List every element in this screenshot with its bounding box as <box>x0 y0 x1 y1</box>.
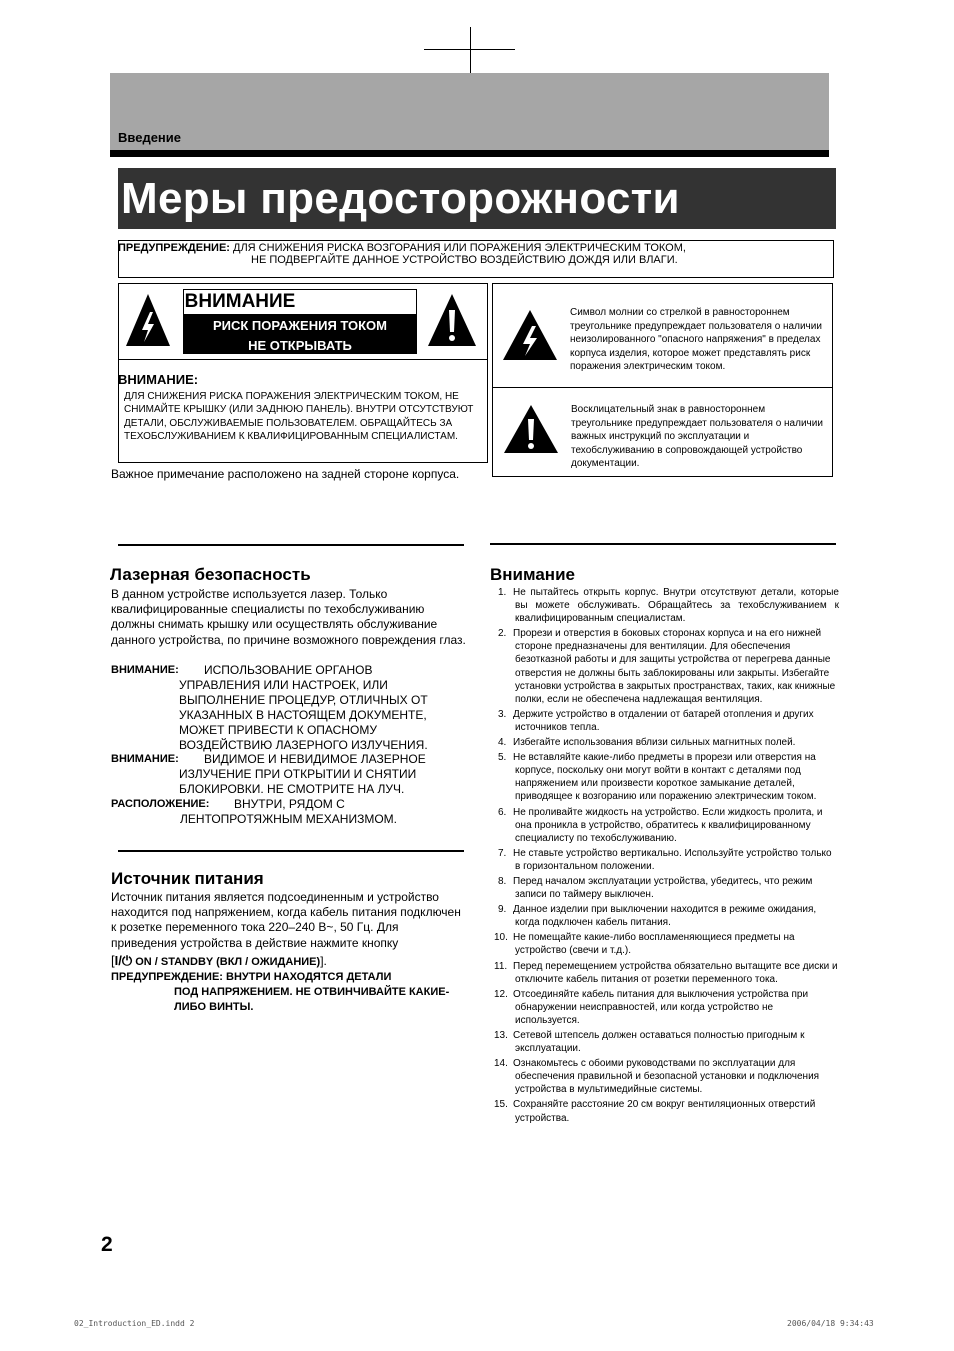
attention-section-rule <box>490 543 836 545</box>
list-item-number: 1. <box>498 587 507 598</box>
list-item-number: 15. <box>494 1099 508 1111</box>
laser-intro: В данном устройстве используется лазер. Только квалифицированные специалисты по техобслуживанию должны снимать крышку или осуществлять обслуживание данного устройства, по причине возможного повреждения глаз. <box>111 587 466 647</box>
list-item <box>494 960 839 986</box>
list-item <box>494 806 839 845</box>
power-bracket-close: ]. <box>320 954 327 968</box>
power-intro: Источник питания является подсоединенным и устройство находится под напряжением, когда кабель питания подключен к розетке переменного тока 220–240 В~, 50 Гц. Для приведения устройства в действие нажмите кнопку <box>111 890 461 950</box>
laser-caution2-first: ВИДИМОЕ И НЕВИДИМОЕ ЛАЗЕРНОЕ <box>204 752 426 766</box>
header-band <box>110 73 829 151</box>
list-item <box>494 586 839 625</box>
list-item <box>494 988 839 1027</box>
footer-timestamp: 2006/04/18 9:34:43 <box>787 1319 874 1328</box>
warning-label: ПРЕДУПРЕЖДЕНИЕ: <box>118 242 230 254</box>
lightning-warning-icon <box>501 308 559 362</box>
list-item-number: 10. <box>494 932 508 944</box>
caution-do-not-open: НЕ ОТКРЫВАТЬ <box>248 338 352 353</box>
list-item <box>494 1098 839 1124</box>
exclamation-symbol-text: Восклицательный знак в равностороннем треугольнике предупреждает пользователя о наличии важных инструкций по эксплуатации и техобслуживанию в сопровождающей устройство документации. <box>571 404 823 470</box>
exclamation-warning-icon <box>502 403 560 455</box>
power-title: Источник питания <box>111 869 264 888</box>
footer-file: 02_Introduction_ED.indd 2 <box>74 1319 195 1328</box>
list-item <box>494 708 839 734</box>
list-item-text: Сохраняйте расстояние 20 см вокруг вентиляционных отверстий устройства. <box>513 1099 816 1124</box>
list-item-text: Не ставьте устройство вертикально. Используйте устройство только в горизонтальном положении. <box>513 847 832 872</box>
laser-caution1-first: ИСПОЛЬЗОВАНИЕ ОРГАНОВ <box>204 663 373 677</box>
power-warning-first: ПРЕДУПРЕЖДЕНИЕ: ВНУТРИ НАХОДЯТСЯ ДЕТАЛИ <box>111 971 392 983</box>
list-item-text: Прорези и отверстия в боковых сторонах корпуса и на его нижней стороне предназначены для вентиляции. Для обеспечения безотказной работы и для защиты устройства от перегрева данные отверстия не должны быть заблокированы или закрыты. Избегайте установки устройства в закрытых пространствах, таких, как книжные полки, если не обеспечена надлежащая вентиляция. <box>513 628 836 705</box>
list-item-number: 9. <box>498 904 507 916</box>
list-item-text: Держите устройство в отдалении от батарей отопления и других источников тепла. <box>513 708 814 733</box>
attention-list <box>494 586 839 1127</box>
list-item-text: Не проливайте жидкость на устройство. Если жидкость пролита, и она проникла в устройство, обратитесь к квалифицированному специалисту по техобслуживанию. <box>513 806 823 844</box>
attention-title: Внимание <box>490 565 575 584</box>
list-item-number: 14. <box>494 1058 508 1070</box>
list-item-number: 8. <box>498 875 507 887</box>
power-button-label: ON / STANDBY (ВКЛ / ОЖИДАНИЕ) <box>135 956 321 968</box>
laser-caution2-rest: ИЗЛУЧЕНИЕ ПРИ ОТКРЫТИИ И СНЯТИИ БЛОКИРОВКИ. НЕ СМОТРИТЕ НА ЛУЧ. <box>179 767 417 796</box>
laser-location-label: РАСПОЛОЖЕНИЕ: <box>111 798 210 810</box>
list-item <box>494 903 839 929</box>
list-item-number: 2. <box>498 628 507 640</box>
caution-title: ВНИМАНИЕ <box>184 291 296 312</box>
list-item-text: Ознакомьтесь с обоими руководствами по эксплуатации для обеспечения правильной и безопасной установки и подключения устройства в мультимедийные системы. <box>513 1058 820 1096</box>
list-item-text: Данное изделии при выключении находится в режиме ожидания, когда подключен кабель питания. <box>513 904 817 929</box>
list-item-text: Избегайте использования вблизи сильных магнитных полей. <box>513 737 796 749</box>
list-item-text: Перед началом эксплуатации устройства, убедитесь, что режим записи по таймеру выключен. <box>513 875 813 901</box>
list-item <box>494 751 839 803</box>
list-item-text: Перед перемещением устройства обязательно вытащите все диски и отключите кабель питания от розетки переменного тока. <box>513 960 838 985</box>
list-item <box>494 847 839 873</box>
exclamation-warning-icon <box>426 292 478 350</box>
list-item-text: Сетевой штепсель должен оставаться полностью пригодным к эксплуатации. <box>513 1030 805 1055</box>
list-item-number: 11. <box>494 960 508 972</box>
list-item-number: 3. <box>498 708 507 720</box>
laser-title: Лазерная безопасность <box>110 565 311 584</box>
power-bracket-open: [ <box>111 953 115 968</box>
list-item-number: 5. <box>498 752 507 764</box>
warning-text-1: ДЛЯ СНИЖЕНИЯ РИСКА ВОЗГОРАНИЯ ИЛИ ПОРАЖЕНИЯ ЭЛЕКТРИЧЕСКИМ ТОКОМ, <box>233 242 686 254</box>
list-item-text: Не помещайте какие-либо воспламеняющиеся предметы на устройство (свечи и т.д.). <box>513 932 795 957</box>
header-rule <box>110 150 829 157</box>
caution-heading: ВНИМАНИЕ: <box>118 372 199 387</box>
laser-caution1-rest: УПРАВЛЕНИЯ ИЛИ НАСТРОЕК, ИЛИ ВЫПОЛНЕНИЕ ПРОЦЕДУР, ОТЛИЧНЫХ ОТ УКАЗАННЫХ В НАСТОЯЩЕМ ДОКУМЕНТЕ, МОЖЕТ ПРИВЕСТИ К ОПАСНОМУ ВОЗДЕЙСТВИЮ ЛАЗЕРНОГО ИЗЛУЧЕНИЯ. <box>179 678 428 752</box>
power-button-symbol: I/⏻ <box>114 953 133 968</box>
power-button-line <box>111 953 327 969</box>
list-item <box>494 1057 839 1096</box>
laser-location-rest: ЛЕНТОПРОТЯЖНЫМ МЕХАНИЗМОМ. <box>180 812 398 826</box>
list-item-number: 6. <box>498 806 507 818</box>
crop-mark-vertical <box>470 27 471 73</box>
laser-location-first: ВНУТРИ, РЯДОМ С <box>234 797 345 811</box>
caution-shock-risk: РИСК ПОРАЖЕНИЯ ТОКОМ <box>212 318 388 333</box>
laser-caution2-label: ВНИМАНИЕ: <box>111 753 179 765</box>
list-item <box>494 931 839 957</box>
lightning-warning-icon <box>124 292 172 350</box>
symbols-divider <box>492 387 833 388</box>
page-title: Меры предосторожности <box>121 174 680 223</box>
list-item-text: Отсоединяйте кабель питания для выключения устройства при обнаружении неисправностей, или когда устройство не используется. <box>513 988 809 1026</box>
list-item <box>494 875 839 901</box>
rear-note: Важное примечание расположено на задней стороне корпуса. <box>111 467 460 481</box>
laser-caution1-label: ВНИМАНИЕ: <box>111 664 179 676</box>
list-item-number: 12. <box>494 988 508 1000</box>
page-number: 2 <box>101 1233 113 1256</box>
power-section-rule <box>118 850 464 852</box>
list-item-text: Не вставляйте какие-либо предметы в прорези или отверстия на корпусе, поскольку они могут войти в контакт с деталями под напряжением или произвести короткое замыкание деталей, приводящее к возгоранию или поражению электрическим током. <box>513 752 817 803</box>
section-label: Введение <box>118 130 181 145</box>
list-item <box>494 736 839 749</box>
warning-line-1 <box>118 242 686 254</box>
list-item-text: Не пытайтесь открыть корпус. Внутри отсутствуют детали, которые вы можете обслуживать. Обращайтесь за техобслуживанием к квалифицированным специалистам. <box>513 587 839 625</box>
caution-body: ДЛЯ СНИЖЕНИЯ РИСКА ПОРАЖЕНИЯ ЭЛЕКТРИЧЕСКИМ ТОКОМ, НЕ СНИМАЙТЕ КРЫШКУ (ИЛИ ЗАДНЮЮ ПАНЕЛЬ). ВНУТРИ ОТСУТСТВУЮТ ДЕТАЛИ, ОБСЛУЖИВАЕМЫЕ ПОЛЬЗОВАТЕЛЕМ. ОБРАЩАЙТЕСЬ ЗА ТЕХОБСЛУЖИВАНИЕМ К КВАЛИФИЦИРОВАННЫМ СПЕЦИАЛИСТАМ. <box>124 391 474 443</box>
warning-text-2: НЕ ПОДВЕРГАЙТЕ ДАННОЕ УСТРОЙСТВО ВОЗДЕЙСТВИЮ ДОЖДЯ ИЛИ ВЛАГИ. <box>251 254 678 266</box>
power-warning-rest: ПОД НАПРЯЖЕНИЕМ. НЕ ОТВИНЧИВАЙТЕ КАКИЕ-ЛИБО ВИНТЫ. <box>174 986 450 1013</box>
lightning-symbol-text: Символ молнии со стрелкой в равностороннем треугольнике предупреждает пользователя о наличии неизолированного "опасного напряжения" в пределах корпуса изделия, которое может представлять риск поражения электрическим током. <box>570 307 822 373</box>
list-item-number: 13. <box>494 1030 508 1041</box>
list-item-number: 7. <box>498 847 507 859</box>
laser-section-rule <box>118 544 464 546</box>
list-item <box>494 627 839 706</box>
list-item-number: 4. <box>498 737 507 749</box>
list-item <box>494 1029 839 1055</box>
